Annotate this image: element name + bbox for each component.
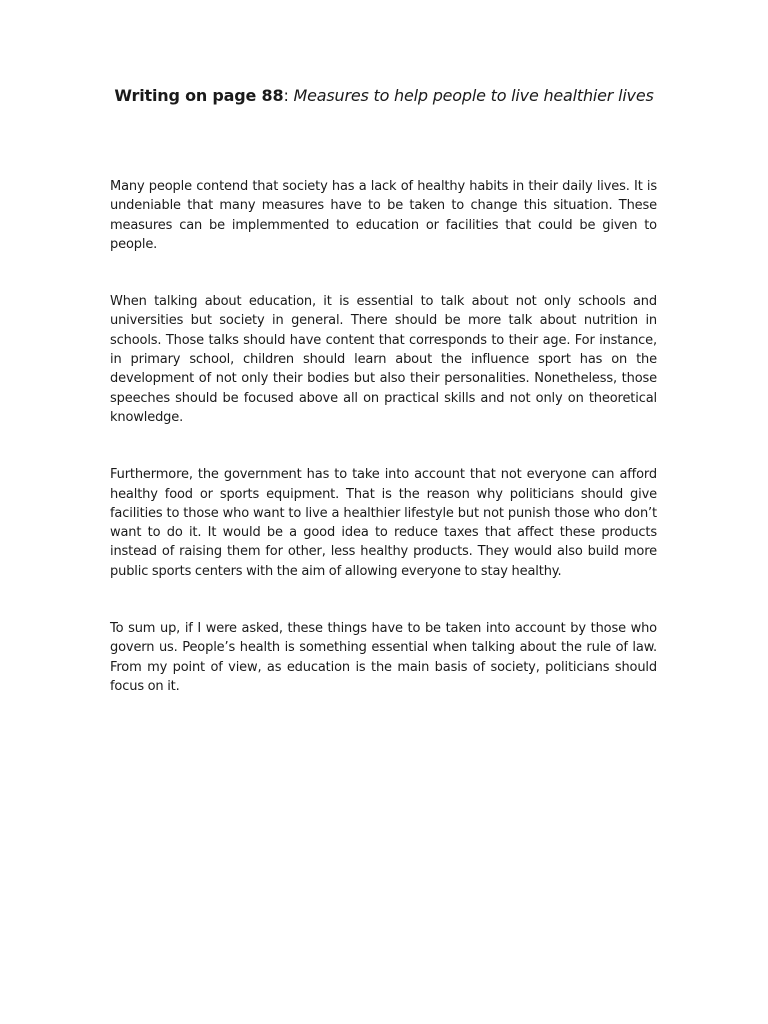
paragraph-education: When talking about education, it is essential to talk about not only schools and universities but society in general. There should be more talk about nutrition in schools. Those talks should have content that corresponds to their age. For instance, in primary school, children should learn about the influence sport has on the development of not only their bodies but also their personalities. Nonetheless, those speeches should be focused above all on practical skills and not only on theoretical knowledge. bbox=[110, 294, 657, 425]
title-subtitle: Measures to help people to live healthier lives bbox=[293, 86, 654, 105]
paragraph-government: Furthermore, the government has to take into account that not everyone can afford healthy food or sports equipment. That is the reason why politicians should give facilities to those who want to live a healthier lifestyle but not punish those who don’t want to do it. It would be a good idea to reduce taxes that affect these products instead of raising them for other, less healthy products. They would also build more public sports centers with the aim of allowing everyone to stay healthy. bbox=[110, 467, 657, 579]
title-separator: : bbox=[283, 86, 294, 105]
essay-body bbox=[110, 177, 657, 734]
page-title bbox=[0, 84, 768, 108]
paragraph-introduction: Many people contend that society has a lack of healthy habits in their daily lives. It is undeniable that many measures have to be taken to change this situation. These measures can be implemmented to education or facilities that could be given to people. bbox=[110, 179, 657, 252]
paragraph-conclusion: To sum up, if I were asked, these things have to be taken into account by those who govern us. People’s health is something essential when talking about the rule of law. From my point of view, as education is the main basis of society, politicians should focus on it. bbox=[110, 621, 657, 694]
title-lead: Writing on page 88 bbox=[114, 86, 284, 105]
